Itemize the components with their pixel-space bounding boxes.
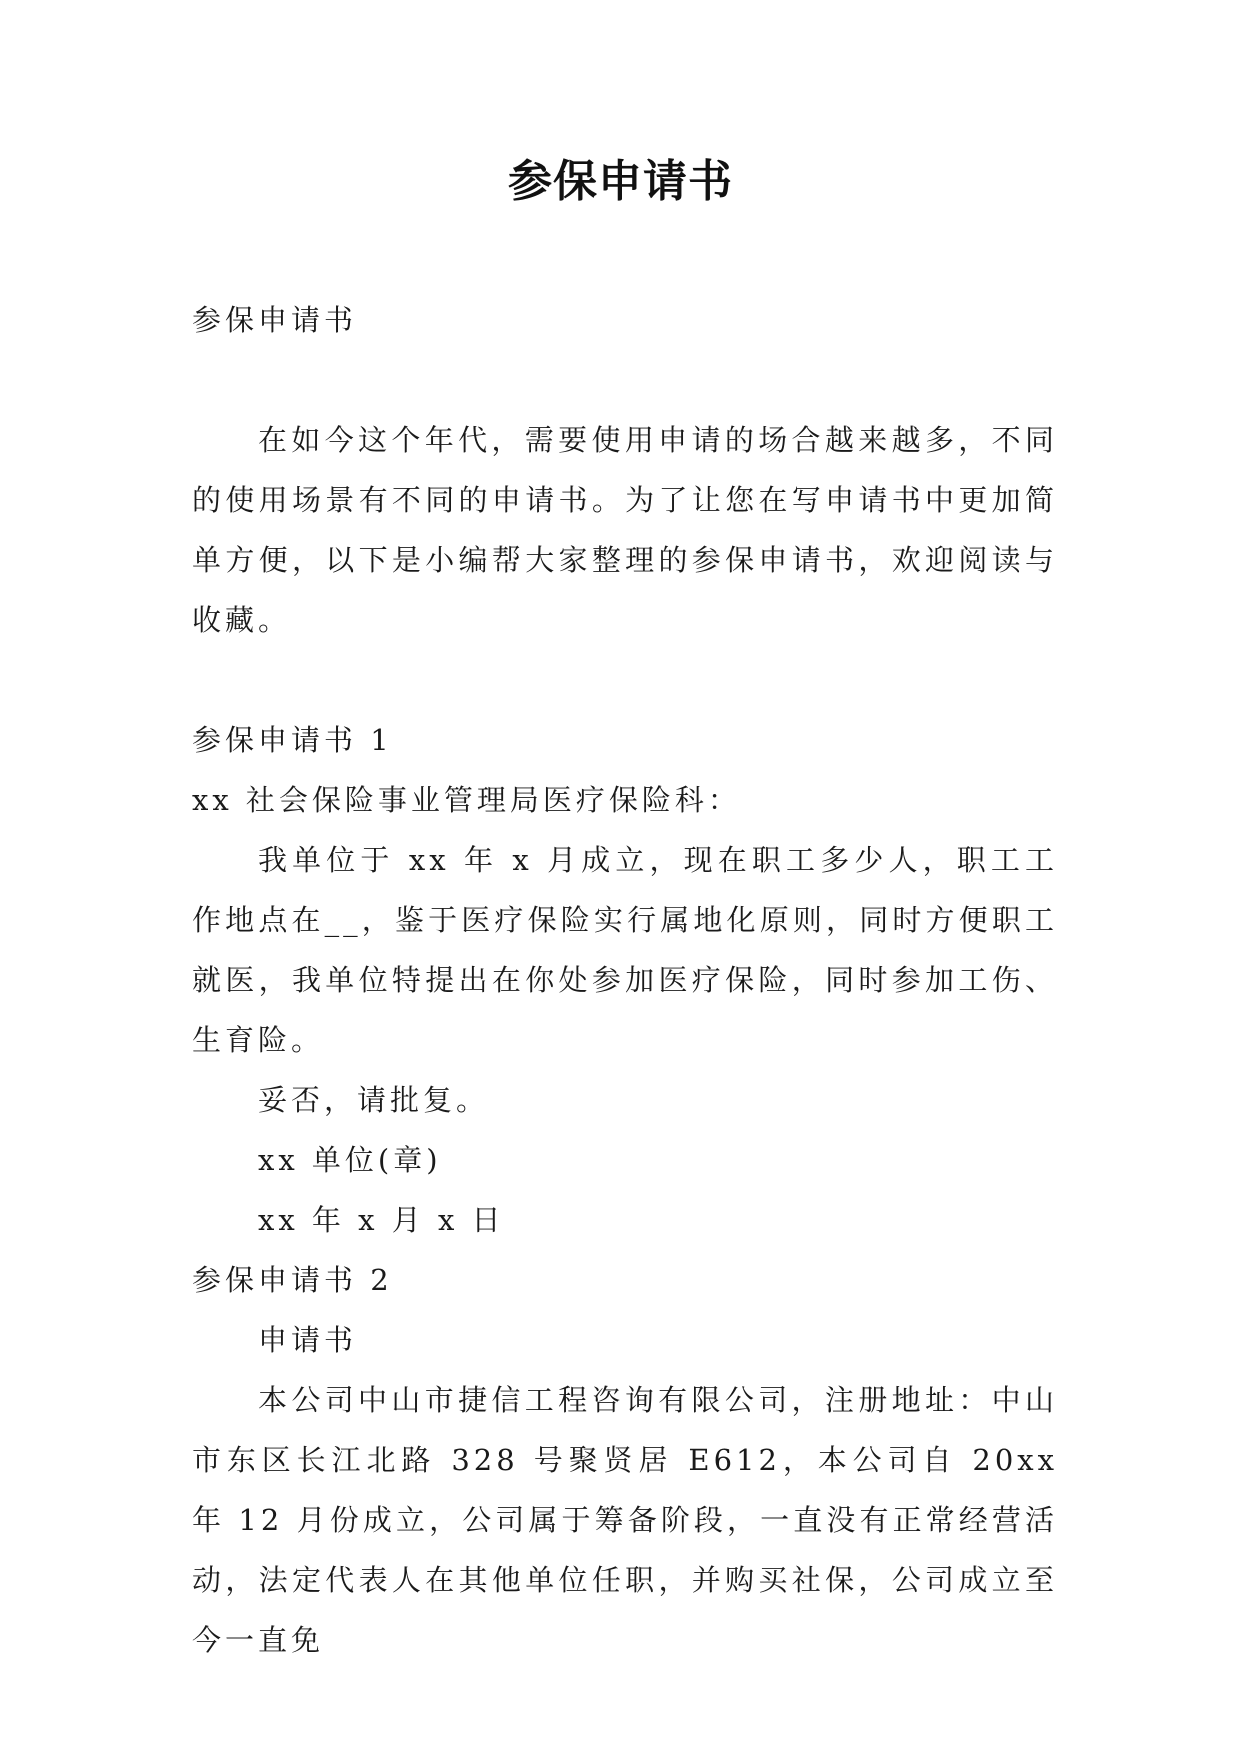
document-body [192,290,1058,1670]
section1-addressee: xx 社会保险事业管理局医疗保险科： [192,783,741,817]
section1-body: 我单位于 xx 年 x 月成立，现在职工多少人，职工工作地点在__，鉴于医疗保险实行属地化原则，同时方便职工就医，我单位特提出在你处参加医疗保险，同时参加工伤、生育险。 [192,843,1058,1057]
intro-paragraph: 在如今这个年代，需要使用申请的场合越来越多，不同的使用场景有不同的申请书。为了让您在写申请书中更加简单方便，以下是小编帮大家整理的参保申请书，欢迎阅读与收藏。 [192,423,1058,637]
section1-signature: xx 单位(章) [258,1143,442,1177]
section1-closing: 妥否，请批复。 [258,1083,490,1117]
document-subtitle: 参保申请书 [192,303,358,337]
section2-body: 本公司中山市捷信工程咨询有限公司，注册地址：中山市东区长江北路 328 号聚贤居 E612，本公司自 20xx 年 12 月份成立，公司属于筹备阶段，一直没有正常经营活动，法定代表人在其他单位任职，并购买社保，公司成立至今一直免 [192,1383,1058,1657]
document-title: 参保申请书 [508,156,733,207]
section2-subheading: 申请书 [258,1323,358,1357]
section1-date: xx 年 x 月 x 日 [258,1203,505,1237]
section1-heading: 参保申请书 1 [192,723,393,757]
section2-heading: 参保申请书 2 [192,1263,393,1297]
